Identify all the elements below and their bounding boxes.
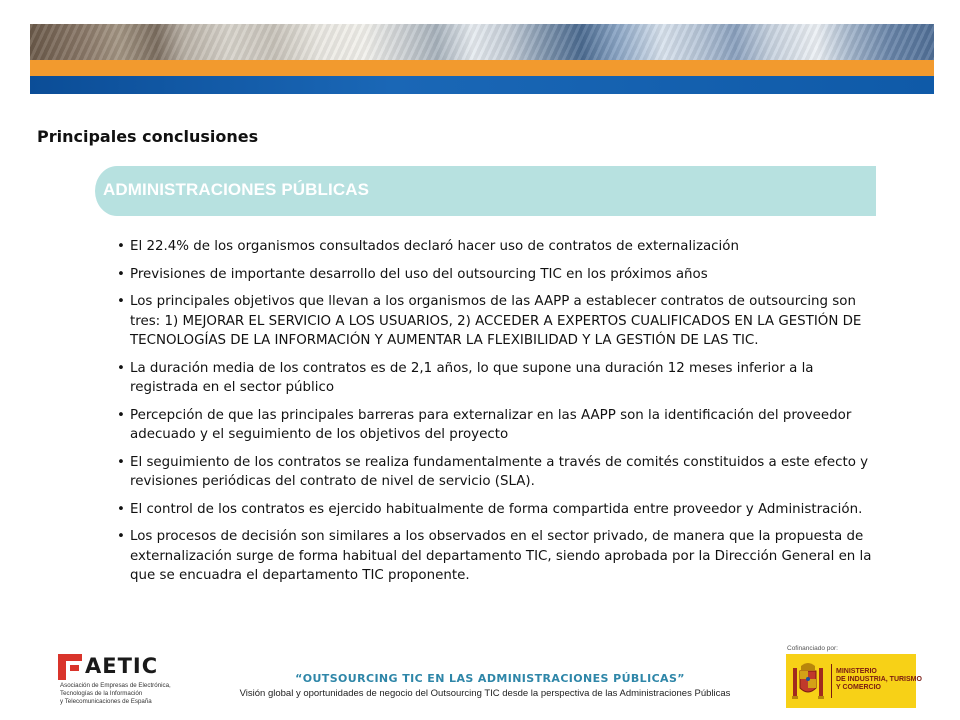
aetic-description-line: Asociación de Empresas de Electrónica, — [60, 682, 171, 689]
bullet-icon: • — [117, 529, 125, 544]
list-item-text: Los procesos de decisión son similares a los observados en el sector privado, de manera que la propuesta de externalización surge de forma habitual del departamento TIC, siendo aprobada por la Dirección General en la que se encuadra el departamento TIC proponente. — [130, 529, 872, 583]
spain-crest-icon — [791, 658, 825, 704]
section-header-bar — [95, 166, 876, 216]
header-banner — [30, 24, 934, 94]
list-item-text: La duración media de los contratos es de 2,1 años, lo que supone una duración 12 meses inferior a la registrada en el sector público — [130, 360, 814, 395]
list-item-text: Percepción de que las principales barreras para externalizar en las AAPP son la identificación del proveedor adecuado y el seguimiento de los objetivos del proyecto — [130, 407, 852, 442]
footer-title: “OUTSOURCING TIC EN LAS ADMINISTRACIONES PÚBLICAS” — [295, 672, 685, 685]
aetic-description-line: y Telecomunicaciones de España — [60, 697, 152, 705]
bullet-icon: • — [117, 294, 125, 309]
list-item — [117, 265, 877, 285]
bullet-icon: • — [117, 266, 125, 282]
list-item — [117, 500, 877, 520]
list-item — [117, 527, 877, 586]
footer-subtitle: Visión global y oportunidades de negocio del Outsourcing TIC desde la perspectiva de las Administraciones Públicas — [239, 688, 731, 699]
banner-photo-strip — [30, 24, 934, 60]
list-item — [117, 406, 877, 445]
bullet-icon: • — [117, 239, 125, 254]
list-item-text: El control de los contratos es ejercido habitualmente de forma compartida entre proveedor y Administración. — [130, 501, 863, 517]
aetic-wordmark: AETIC — [85, 654, 159, 678]
section-title: ADMINISTRACIONES PÚBLICAS — [103, 180, 370, 199]
aetic-logo — [58, 652, 188, 708]
list-item-text: Los principales objetivos que llevan a los organismos de las AAPP a establecer contratos de outsourcing son tres: 1) MEJORAR EL SERVICIO A LOS USUARIOS, 2) ACCEDER A EXPERTOS CUALIFICADOS EN LA GESTIÓN DE TECNOLOGÍAS DE LA INFORMACIÓN Y AUMENTAR LA FLEXIBILIDAD Y LA GESTIÓN DE LAS TIC. — [130, 294, 862, 348]
list-item-text: Previsiones de importante desarrollo del uso del outsourcing TIC en los próximos años — [130, 266, 708, 282]
list-item — [117, 453, 877, 492]
ministry-name-line: MINISTERIO — [836, 668, 877, 675]
bullet-icon: • — [117, 454, 125, 470]
conclusions-list — [117, 237, 877, 594]
banner-blue-band — [30, 76, 934, 94]
list-item-text: El 22.4% de los organismos consultados declaró hacer uso de contratos de externalización — [130, 239, 739, 254]
cofinanced-label: Cofinanciado por: — [787, 645, 838, 652]
ministry-name-line: Y COMERCIO — [836, 684, 881, 691]
list-item — [117, 359, 877, 398]
page-title: Principales conclusiones — [37, 127, 259, 146]
aetic-description-line: Tecnologías de la Información — [60, 689, 143, 697]
bullet-icon: • — [117, 407, 125, 423]
list-item — [117, 292, 877, 351]
ministry-name-line: DE INDUSTRIA, TURISMO — [836, 676, 922, 683]
list-item-text: El seguimiento de los contratos se realiza fundamentalmente a través de comités constituidos a este efecto y revisiones periódicas del contrato de nivel de servicio (SLA). — [130, 454, 869, 489]
ministry-name — [836, 668, 922, 692]
ministry-divider — [831, 664, 832, 698]
banner-orange-band — [30, 60, 934, 76]
list-item — [117, 237, 877, 257]
aetic-description — [60, 682, 190, 705]
aetic-mark-icon — [58, 654, 82, 680]
bullet-icon: • — [117, 501, 125, 517]
ministry-logo — [786, 654, 922, 708]
bullet-icon: • — [117, 360, 125, 376]
